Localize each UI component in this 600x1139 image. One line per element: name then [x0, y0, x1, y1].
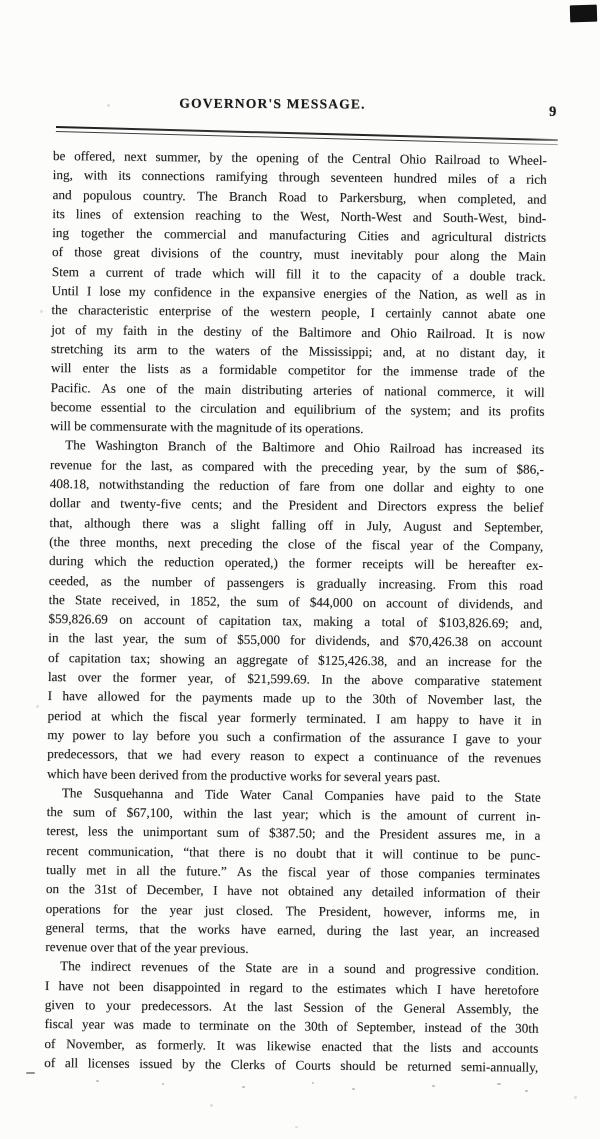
text-line: ing together the commercial and manufacturing Cities and agricultural districts: [52, 225, 547, 245]
scan-speck: [107, 104, 110, 107]
text-line: predecessors, that we had every reason to expect a continuance of the revenues: [47, 746, 542, 766]
page-number: 9: [549, 104, 557, 120]
text-line: during which the reduction operated,) the former receipts will be hereafter ex-: [48, 553, 544, 573]
text-line: The Washington Branch of the Baltimore and Ohio Railroad has increased its: [65, 437, 545, 458]
text-line: jot of my faith in the destiny of the Baltimore and Ohio Railroad. It is now: [51, 321, 546, 342]
running-header: GOVERNOR'S MESSAGE.: [179, 95, 366, 112]
text-line: tually met in all the future.” As the fiscal year of those companies terminates: [45, 861, 541, 882]
scan-speck: [432, 1085, 435, 1087]
text-line: recent communication, “that there is no doubt that it will continue to be punc-: [46, 842, 541, 863]
scan-speck: [312, 1082, 314, 1084]
text-line: of November, as formerly. It was likewise enacted that the lists and accounts: [44, 1035, 539, 1056]
text-line: that, although there was a slight falling off in July, August and September,: [49, 514, 544, 535]
text-line: I have not been disappointed in regard to the estimates which I have heretofore: [44, 977, 539, 998]
scan-speck: [574, 1096, 577, 1099]
scan-speck: [162, 1083, 164, 1085]
text-line: (the three months, next preceding the close of the fiscal year of the Company,: [49, 533, 544, 554]
scan-speck: [497, 1083, 501, 1085]
scan-speck: [36, 705, 39, 708]
scan-speck: [96, 1080, 99, 1082]
text-line: of capitation tax; showing an aggregate of $125,426.38, and an increase for the: [48, 649, 543, 670]
paragraph: [44, 956, 539, 1077]
text-line: I have allowed for the payments made up to the 30th of November last, the: [47, 688, 542, 709]
text-line: on the 31st of December, I have not obtained any detailed information of their: [45, 881, 540, 901]
text-line: will be commensurate with the magnitude of its operations.: [50, 418, 364, 437]
text-line: of those great divisions of the country, must inevitably pour along the Main: [51, 244, 546, 265]
text-line: given to your predecessors. At the last Session of the General Assembly, the: [44, 997, 539, 1017]
text-line: $59,826.69 on account of capitation tax, making a total of $103,826.69; and,: [48, 611, 543, 631]
text-line: ing, with its connections ramifying through seventeen hundred miles of a rich: [52, 167, 547, 188]
text-line: last over the former year, of $21,599.69. In the above comparative statement: [47, 668, 542, 689]
scan-speck: [295, 1126, 298, 1128]
paragraph: [45, 783, 541, 961]
text-line: fiscal year was made to terminate on the 30th of September, instead of the 30th: [44, 1016, 539, 1037]
scan-speck: [242, 1086, 245, 1088]
document-body: [44, 146, 547, 1077]
scan-speck: [210, 1104, 213, 1107]
text-line: The Susquehanna and Tide Water Canal Companies have paid to the State: [61, 784, 541, 805]
text-line: dollar and twenty-five cents; and the President and Directors express the belief: [49, 495, 544, 516]
text-line: stretching its arm to the waters of the Mississippi; and, at no distant day, it: [50, 340, 545, 361]
scan-artifact-corner: [570, 5, 597, 23]
text-line: general terms, that the works have earned, during the last year, an increased: [45, 919, 540, 940]
scan-speck: [352, 1088, 355, 1090]
text-line: the State received, in 1852, the sum of $44,000 on account of dividends, and: [48, 591, 543, 612]
scan-speck: [525, 1090, 528, 1092]
paragraph: [47, 435, 544, 787]
text-line: Until I lose my confidence in the expansive energies of the Nation, as well as in: [51, 283, 546, 303]
text-line: the sum of $67,100, within the last year; which is the amount of current in-: [46, 804, 541, 824]
scan-speck: [40, 310, 43, 313]
text-line: which have been derived from the productive works for several years past.: [46, 765, 441, 785]
text-line: revenue for the last, as compared with the preceding year, by the sum of $86,-: [49, 456, 544, 477]
text-line: The indirect revenues of the State are in a sound and progressive condition.: [60, 958, 540, 979]
text-line: period at which the fiscal year formerly terminated. I am happy to have it in: [47, 707, 542, 728]
text-line: revenue over that of the year previous.: [45, 939, 249, 957]
text-line: will enter the lists as a formidable competitor for the immense trade of the: [50, 360, 545, 380]
text-line: its lines of extension reaching to the West, North-West and South-West, bind-: [52, 205, 547, 226]
text-line: 408.18, notwithstanding the reduction of fare from one dollar and eighty to one: [49, 476, 544, 496]
text-line: ceeded, as the number of passengers is gradually increasing. From this road: [48, 572, 543, 593]
text-line: operations for the year just closed. The President, however, informs me, in: [45, 900, 540, 921]
text-line: the characteristic enterprise of the western people, I certainly cannot abate one: [51, 302, 546, 323]
text-line: Pacific. As one of the main distributing arteries of national commerce, it will: [50, 379, 545, 400]
text-line: of all licenses issued by the Clerks of Courts should be returned semi-annually,: [44, 1054, 539, 1075]
text-line: terest, less the unimportant sum of $387.50; and the President assures me, in a: [46, 823, 541, 844]
scan-speck: [26, 1072, 35, 1074]
text-line: become essential to the circulation and equilibrium of the system; and its profits: [50, 398, 545, 419]
text-line: be offered, next summer, by the opening of the Central Ohio Railroad to Wheel-: [52, 147, 547, 168]
paragraph: [50, 146, 547, 440]
header-rule: [56, 126, 558, 145]
text-line: my power to lay before you such a confirmation of the assurance I gave to your: [47, 726, 542, 747]
text-line: and populous country. The Branch Road to Parkersburg, when completed, and: [52, 186, 547, 207]
text-line: in the last year, the sum of $55,000 for dividends, and $70,426.38 on account: [48, 630, 543, 651]
text-line: Stem a current of trade which will fill it to the capacity of a double track.: [51, 263, 546, 284]
